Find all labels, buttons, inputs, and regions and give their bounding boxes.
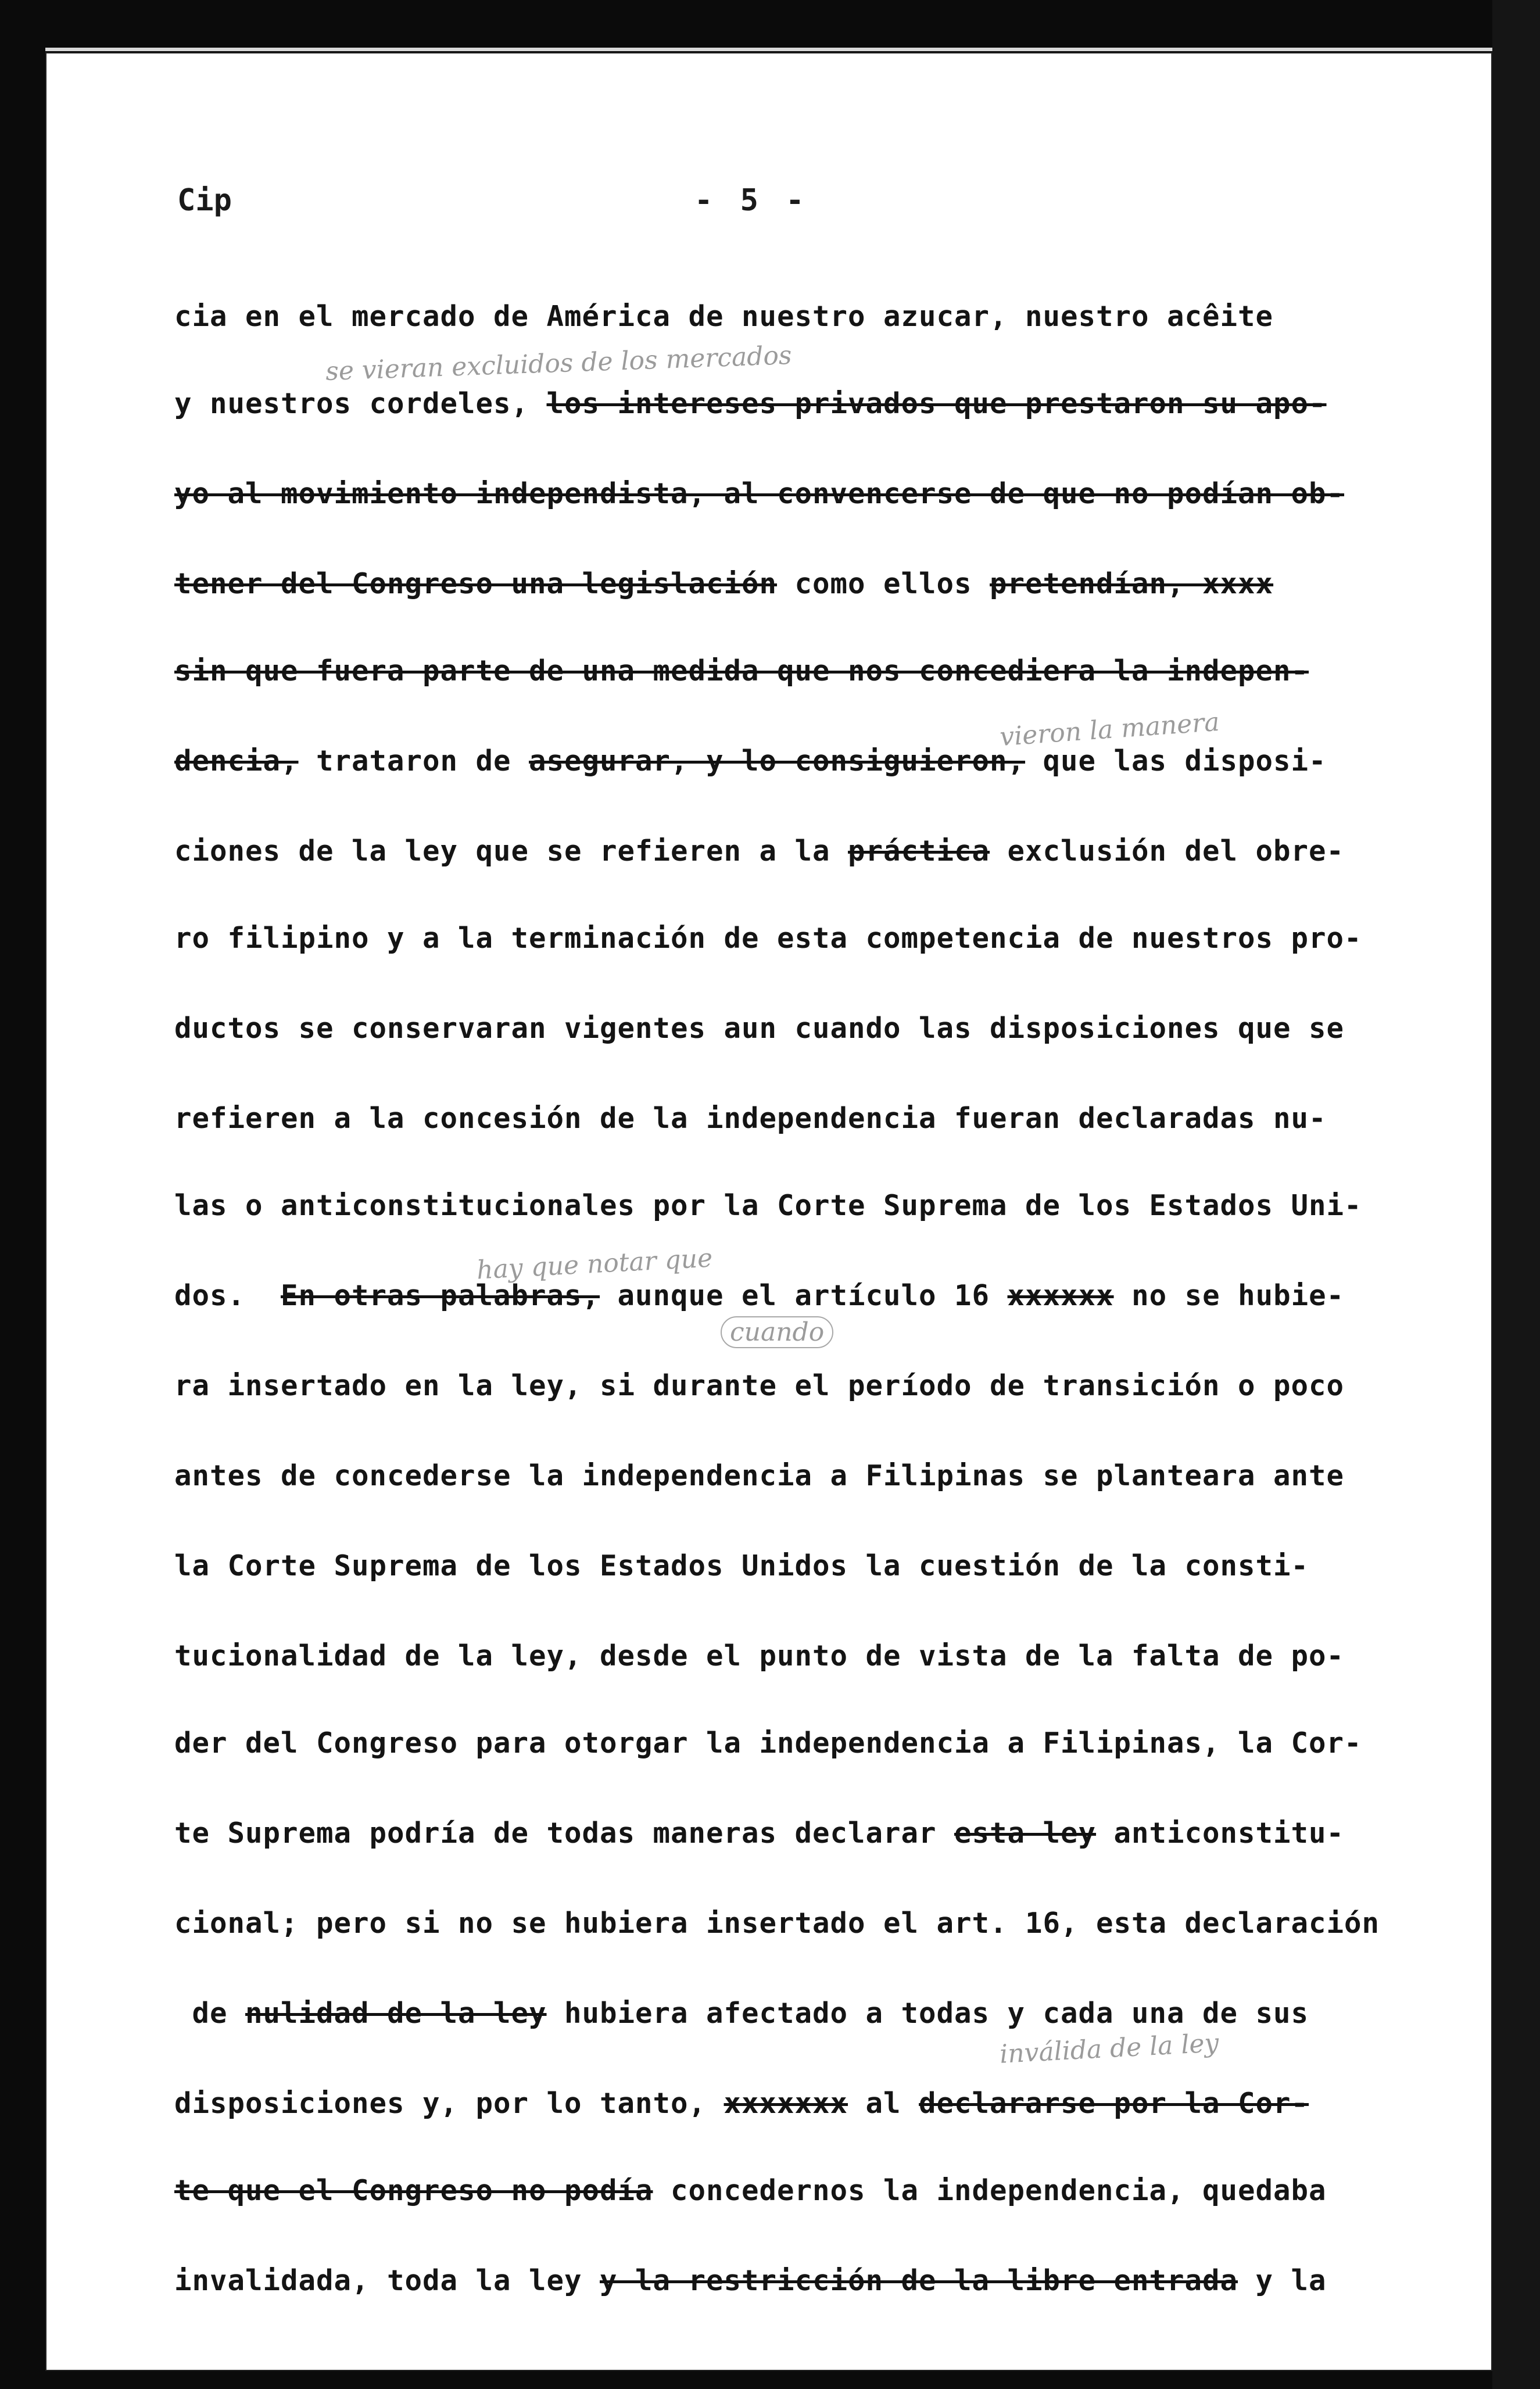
text-line [174,1639,1344,1674]
text-line [174,1906,1380,1941]
page-number: - 5 - [694,183,809,218]
text-segment: der del Congreso para otorgar la independencia a Filipinas, la Cor- [174,1727,1362,1760]
text-segment: ductos se conservaran vigentes aun cuando las disposiciones que se [174,1012,1345,1045]
text-line [174,1369,1344,1403]
text-segment: refieren a la concesión de la independencia fueran declaradas nu- [174,1102,1327,1135]
struck-text: xxxxxx [1007,1279,1114,1312]
text-line [174,1101,1327,1136]
text-segment: cia en el mercado de América de nuestro azucar, nuestro acêite [174,300,1274,333]
handwritten-note: cuando [721,1316,833,1348]
struck-text: te que el Congreso no podía [174,2174,653,2207]
struck-text: sin que fuera parte de una medida que nos concediera la indepen- [174,654,1309,687]
text-segment: dos. [174,1279,281,1312]
document-code: Cip [177,183,232,218]
text-segment: que las disposi- [1025,744,1327,778]
struck-text: dencia, [174,744,299,778]
handwritten-note: hay que notar que [475,1243,714,1285]
text-line [174,2086,1309,2121]
handwritten-note: vieron la manera [998,707,1221,753]
text-line [174,299,1273,334]
page-edge [45,48,1492,51]
text-line [174,567,1273,601]
text-line [174,1816,1344,1851]
text-segment: de [174,1997,246,2030]
text-segment: ra insertado en la ley, si durante el período de transición o poco [174,1369,1345,1402]
handwritten-note: se vieran excluidos de los mercados [325,341,793,386]
struck-text: En otras palabras, [281,1279,600,1312]
page-header [0,183,1540,218]
text-segment: concedernos la independencia, quedaba [653,2174,1327,2207]
text-segment: ciones de la ley que se refieren a la [174,834,848,868]
handwritten-note: inválida de la ley [998,2028,1220,2069]
text-segment: anticonstitu- [1096,1817,1345,1850]
struck-text: asegurar, y lo consiguieron, [529,744,1026,778]
text-segment: como ellos [777,567,990,600]
struck-text: pretendían, xxxx [990,567,1274,600]
text-segment: aunque el artículo 16 [600,1279,1008,1312]
struck-text: yo al movimiento independista, al convencerse de que no podían ob- [174,477,1345,510]
text-segment: trataron de [298,744,529,778]
text-line [174,834,1344,869]
text-line [174,1726,1362,1761]
text-segment: al [848,2087,919,2120]
text-segment: hubiera afectado a todas y cada una de sus [546,1997,1309,2030]
text-segment: ro filipino y a la terminación de esta competencia de nuestros pro- [174,922,1362,955]
struck-text: xxxxxxx [724,2087,848,2120]
text-segment: exclusión del obre- [990,834,1345,868]
text-line [174,2173,1327,2208]
text-line [174,1278,1344,1313]
text-line [174,921,1362,956]
text-line [174,1996,1309,2031]
text-segment: la Corte Suprema de los Estados Unidos la cuestión de la consti- [174,1549,1309,1582]
text-segment: las o anticonstitucionales por la Corte Suprema de los Estados Uni- [174,1189,1362,1222]
text-line [174,386,1327,421]
text-line [174,1188,1362,1223]
text-segment: y la [1238,2264,1327,2297]
struck-text: práctica [848,834,990,868]
text-segment: invalidada, toda la ley [174,2264,600,2297]
struck-text: los intereses privados que prestaron su apo- [546,387,1327,420]
text-segment: antes de concederse la independencia a Filipinas se planteara ante [174,1459,1345,1492]
text-line [174,2263,1327,2298]
text-line [174,1459,1344,1493]
text-segment: disposiciones y, por lo tanto, [174,2087,724,2120]
scan-border [1492,0,1540,2389]
struck-text: declararse por la Cor- [919,2087,1309,2120]
struck-text: esta ley [954,1817,1097,1850]
text-line [174,1011,1344,1046]
text-segment: tucionalidad de la ley, desde el punto de vista de la falta de po- [174,1639,1345,1672]
struck-text: y la restricción de la libre entrada [600,2264,1238,2297]
text-line [174,477,1344,511]
text-line [174,654,1309,689]
text-line [174,744,1327,779]
struck-text: tener del Congreso una legislación [174,567,778,600]
text-segment: te Suprema podría de todas maneras declarar [174,1817,955,1850]
text-segment: cional; pero si no se hubiera insertado el art. 16, esta declaración [174,1907,1380,1940]
struck-text: nulidad de la ley [245,1997,547,2030]
text-segment: no se hubie- [1113,1279,1345,1312]
text-line [174,1549,1309,1584]
text-segment: y nuestros cordeles, [174,387,547,420]
